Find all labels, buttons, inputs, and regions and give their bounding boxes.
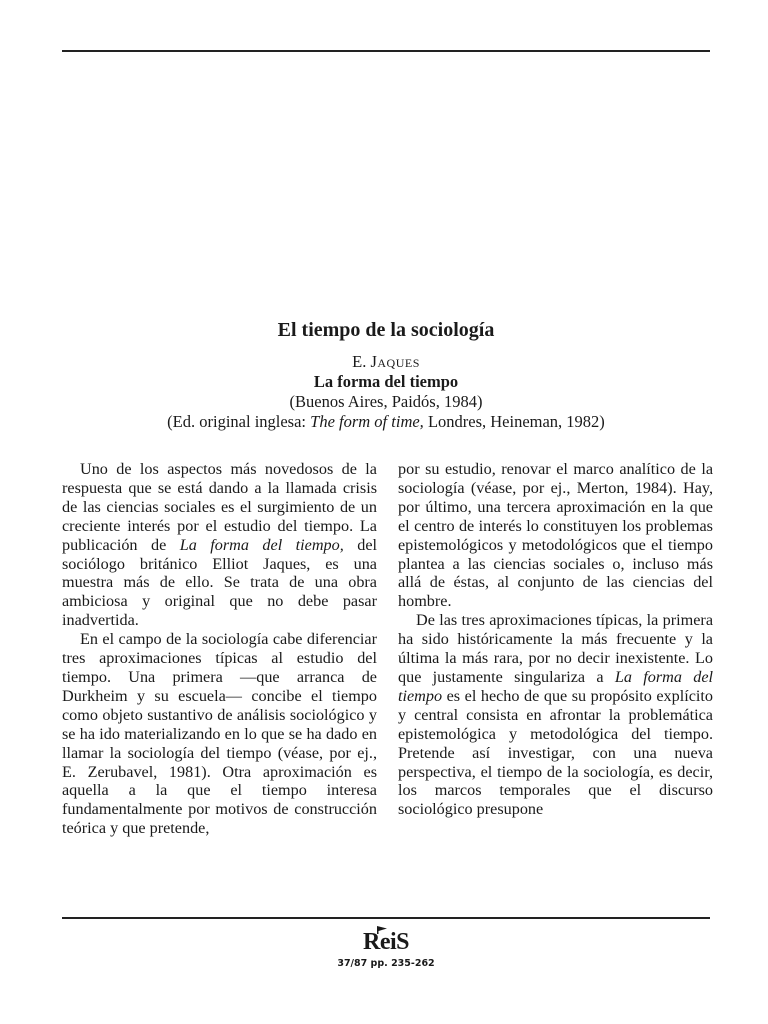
- article-title: El tiempo de la sociología: [277, 319, 495, 341]
- logo-flag-icon: [377, 926, 387, 934]
- original-title: The form of time,: [310, 412, 424, 431]
- logo-text: ReiS: [363, 929, 409, 955]
- original-prefix: (Ed. original inglesa:: [167, 412, 307, 431]
- author-surname: Jaques: [370, 352, 420, 371]
- left-p1-italic: La forma del tiempo,: [179, 535, 344, 554]
- page-range: 37/87 pp. 235-262: [337, 958, 435, 969]
- header-block: [62, 318, 710, 432]
- top-rule: [62, 50, 710, 52]
- right-paragraph-1: por su estudio, renovar el marco analítico de la sociología (véase, por ej., Merton, 1984). Hay, por último, una tercera aproximación en la que el centro de interés lo constituyen los problemas epistemológicos y metodológicos que el tiempo plantea a las ciencias sociales o, incluso más allá de éstas, al conjunto de las ciencias del hombre.: [398, 460, 713, 611]
- original-edition: [62, 412, 710, 432]
- journal-logo: [363, 928, 409, 956]
- left-paragraph-1: [62, 460, 377, 630]
- left-p1-text-a: Uno de los aspectos más novedosos de la respuesta que se está dando a la llamada crisis de las ciencias sociales es el surgimiento de un creciente interés por el estudio del tiempo. La publicación de: [62, 460, 377, 554]
- right-paragraph-2: [398, 611, 713, 819]
- left-p1-text-b: del sociólogo británico Elliot Jaques, es una muestra más de ello. Se trata de una obra ambiciosa y original que no debe pasar inadvertida.: [62, 535, 378, 630]
- author-initial: E.: [352, 352, 367, 371]
- left-paragraph-2: En el campo de la sociología cabe diferenciar tres aproximaciones típicas al estudio del tiempo. Una primera —que arranca de Durkheim y su escuela— concibe el tiempo como objeto sustantivo de análisis sociológico y se ha ido materializando en lo que se ha dado en llamar la sociología del tiempo (véase, por ej., E. Zerubavel, 1981). Otra aproximación es aquella a la que el tiempo interesa fundamentalmente por motivos de construcción teórica y que pretende,: [62, 630, 377, 838]
- right-p2-text-b: es el hecho de que su propósito explícito y central consista en afrontar la problemática epistemológica y metodológica del tiempo. Pretende así investigar, con una nueva perspectiva, el tiempo de la sociología, es decir, los marcos temporales que el discurso sociológico presupone: [398, 686, 714, 819]
- book-title: La forma del tiempo: [313, 372, 459, 391]
- right-p2-text-a: De las tres aproximaciones típicas, la primera ha sido históricamente la más frecuente y la última la más rara, por no decir inexistente. Lo que justamente singulariza a: [398, 611, 713, 686]
- original-suffix: Londres, Heineman, 1982): [427, 412, 605, 431]
- author-line: [62, 352, 710, 372]
- left-column: [62, 460, 377, 838]
- right-p2-italic: La forma del tiempo: [398, 667, 714, 705]
- publication-info: (Buenos Aires, Paidós, 1984): [289, 392, 483, 411]
- right-column: [398, 460, 713, 819]
- footer: [62, 928, 710, 969]
- bottom-rule: [62, 917, 710, 919]
